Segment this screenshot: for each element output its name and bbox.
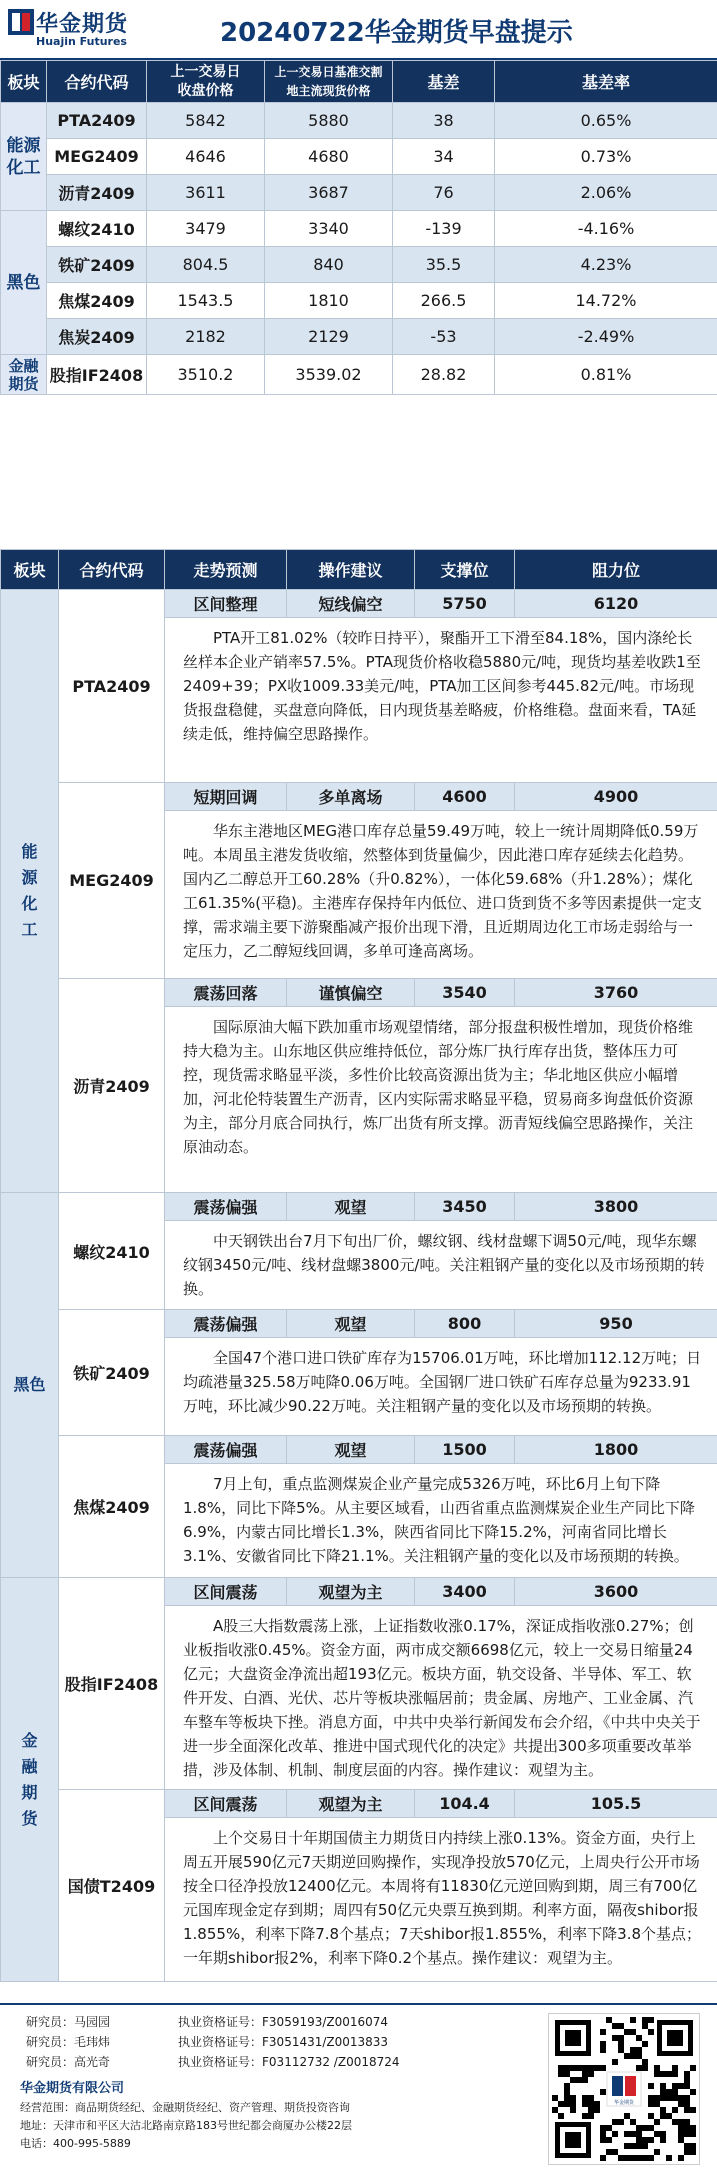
col-prev-close: 上一交易日 收盘价格 (147, 61, 265, 103)
resistance-level: 4900 (515, 783, 717, 811)
analyst-name: 毛玮炜 (74, 2035, 110, 2049)
support-level: 104.4 (415, 1790, 515, 1818)
spot-price: 840 (265, 247, 393, 283)
trend-forecast: 短期回调 (165, 783, 287, 811)
support-level: 3400 (415, 1578, 515, 1606)
analyst-cert (178, 2033, 388, 2050)
strategy-row (1, 783, 717, 811)
sector-black: 黑色 (1, 1193, 59, 1578)
col-contract: 合约代码 (47, 61, 147, 103)
close-price: 4646 (147, 139, 265, 175)
logo-chinese-name: 华金期货 (36, 7, 128, 38)
cert-label: 执业资格证号： (178, 2035, 262, 2049)
company-phone: 电话：400-995-5889 (20, 2135, 131, 2151)
close-price: 3611 (147, 175, 265, 211)
table-row (1, 211, 717, 247)
contract-code: PTA2409 (59, 590, 165, 783)
advice: 多单离场 (287, 783, 415, 811)
qr-caption: 华金期货 (614, 2099, 635, 2106)
basis-value: 38 (393, 103, 495, 139)
spot-price: 2129 (265, 319, 393, 355)
close-price: 1543.5 (147, 283, 265, 319)
col-support: 支撑位 (415, 550, 515, 590)
contract-code: 沥青2409 (59, 979, 165, 1193)
strategy-row (1, 1578, 717, 1606)
sector-energy: 能 源 化 工 (1, 590, 59, 1193)
basis-value: 35.5 (393, 247, 495, 283)
support-level: 5750 (415, 590, 515, 618)
contract-code: 沥青2409 (47, 175, 147, 211)
company-address: 地址：天津市和平区大沽北路南京路183号世纪都会商厦办公楼22层 (20, 2117, 352, 2133)
logo-mark-icon (8, 9, 34, 35)
basis-rate: 0.73% (495, 139, 717, 175)
advice: 观望为主 (287, 1790, 415, 1818)
contract-code: 国债T2409 (59, 1790, 165, 1982)
basis-value: -53 (393, 319, 495, 355)
analyst-label: 研究员： (26, 2055, 74, 2069)
advice: 谨慎偏空 (287, 979, 415, 1007)
table-row (1, 103, 717, 139)
support-level: 800 (415, 1310, 515, 1338)
business-scope: 经营范围：商品期货经纪、金融期货经纪、资产管理、期货投资咨询 (20, 2099, 350, 2115)
support-level: 1500 (415, 1436, 515, 1464)
support-level: 3450 (415, 1193, 515, 1221)
company-name: 华金期货有限公司 (20, 2077, 124, 2096)
commentary-text: 华东主港地区MEG港口库存总量59.49万吨，较上一统计周期降低0.59万吨。本周虽主港发货收缩，然整体到货量偏少，因此港口库存延续去化趋势。国内乙二醇总开工60.28%（升0.82%），一体化59.68%（升1.28%）；煤化工61.35%(平稳)。主港库存保持年内低位、进口货到货不多等因素提供一定支撑，需求端主要下游聚酯减产报价出现下滑，且近期周边化工市场走弱给与一定压力，乙二醇短线回调，多单可逢高离场。 (183, 819, 705, 963)
report-header (0, 0, 717, 60)
commentary-text: 全国47个港口进口铁矿库存为15706.01万吨，环比增加112.12万吨；日均疏港量325.58万吨降0.06万吨。全国钢厂进口铁矿石库存总量为9233.91万吨，环比减少90.22万吨。关注粗钢产量的变化以及市场预期的转换。 (183, 1346, 705, 1418)
col-sector: 板块 (1, 61, 47, 103)
cert-number: F3051431/Z0013833 (262, 2035, 388, 2049)
contract-code: 股指IF2408 (59, 1578, 165, 1790)
col-basis-rate: 基差率 (495, 61, 717, 103)
basis-rate: 14.72% (495, 283, 717, 319)
sector-black: 黑色 (1, 211, 47, 355)
qr-code (548, 2013, 700, 2165)
close-price: 3510.2 (147, 355, 265, 395)
analyst-cert (178, 2013, 388, 2030)
strategy-row (1, 1790, 717, 1818)
company-logo (8, 9, 158, 53)
spot-price: 1810 (265, 283, 393, 319)
cert-label: 执业资格证号： (178, 2015, 262, 2029)
contract-code: MEG2409 (47, 139, 147, 175)
resistance-level: 6120 (515, 590, 717, 618)
analyst-name: 高光奇 (74, 2055, 110, 2069)
resistance-level: 3600 (515, 1578, 717, 1606)
table-row (1, 355, 717, 395)
analyst-label: 研究员： (26, 2015, 74, 2029)
basis-value: 34 (393, 139, 495, 175)
sector-energy: 能源 化工 (1, 103, 47, 211)
commentary-text: PTA开工81.02%（较昨日持平），聚酯开工下滑至84.18%，国内涤纶长丝样本企业产销率57.5%。PTA现货价格收稳5880元/吨，现货均基差收跌1至2409+39；PX收1009.33美元/吨，PTA加工区间参考445.82元/吨。市场现货报盘稳健，买盘意向降低，日内现货基差略疲，价格维稳。盘面来看，TA延续走低，维持偏空思路操作。 (183, 626, 705, 746)
col-sector: 板块 (1, 550, 59, 590)
sector-finance: 金融 期货 (1, 355, 47, 395)
table-row (1, 319, 717, 355)
commentary-text: A股三大指数震荡上涨，上证指数收涨0.17%，深证成指收涨0.27%；创业板指收涨0.45%。资金方面，两市成交额6698亿元，较上一交易日缩量24亿元；大盘资金净流出超193亿元。板块方面，轨交设备、半导体、军工、软件开发、白酒、光伏、芯片等板块涨幅居前；贵金属、房地产、工业金属、汽车整车等板块下挫。消息方面，中共中央举行新闻发布会介绍，《中共中央关于进一步全面深化改革、推进中国式现代化的决定》共提出300多项重要改革举措，涉及体制、机制、制度层面的内容。操作建议：观望为主。 (183, 1614, 705, 1782)
spot-price: 3539.02 (265, 355, 393, 395)
col-spot-price: 上一交易日基准交割 地主流现货价格 (265, 61, 393, 103)
trend-forecast: 区间震荡 (165, 1578, 287, 1606)
contract-code: 螺纹2410 (47, 211, 147, 247)
advice: 观望 (287, 1310, 415, 1338)
basis-rate: -2.49% (495, 319, 717, 355)
contract-code: 股指IF2408 (47, 355, 147, 395)
table-row (1, 283, 717, 319)
resistance-level: 3760 (515, 979, 717, 1007)
analyst-label: 研究员： (26, 2035, 74, 2049)
col-contract: 合约代码 (59, 550, 165, 590)
trend-forecast: 震荡偏强 (165, 1310, 287, 1338)
contract-code: 焦炭2409 (47, 319, 147, 355)
spot-price: 4680 (265, 139, 393, 175)
strategy-table (0, 549, 717, 1982)
basis-rate: -4.16% (495, 211, 717, 247)
qr-code-icon (549, 2014, 699, 2164)
advice: 观望为主 (287, 1578, 415, 1606)
trend-forecast: 震荡偏强 (165, 1193, 287, 1221)
strategy-row (1, 979, 717, 1007)
analyst-line (26, 2013, 110, 2030)
resistance-level: 3800 (515, 1193, 717, 1221)
advice: 观望 (287, 1436, 415, 1464)
spot-price: 5880 (265, 103, 393, 139)
contract-code: 焦煤2409 (59, 1436, 165, 1578)
basis-value: 28.82 (393, 355, 495, 395)
analyst-name: 马园园 (74, 2015, 110, 2029)
strategy-row (1, 1310, 717, 1338)
advice: 观望 (287, 1193, 415, 1221)
advice: 短线偏空 (287, 590, 415, 618)
resistance-level: 105.5 (515, 1790, 717, 1818)
col-basis: 基差 (393, 61, 495, 103)
trend-forecast: 区间整理 (165, 590, 287, 618)
cert-number: F03112732 /Z0018724 (262, 2055, 400, 2069)
table-row (1, 175, 717, 211)
commentary-text: 国际原油大幅下跌加重市场观望情绪，部分报盘积极性增加，现货价格维持大稳为主。山东地区供应维持低位，部分炼厂执行库存出货，整体压力可控，现货需求略显平淡，多性价比较高资源出货为主；华北地区供应小幅增加，河北伦特装置生产沥青，区内实际需求略显平稳，贸易商多询盘低价资源为主，部分月底合同执行，炼厂出货有所支撑。沥青短线偏空思路操作，关注原油动态。 (183, 1015, 705, 1159)
sector-finance: 金 融 期 货 (1, 1578, 59, 1982)
trend-forecast: 震荡回落 (165, 979, 287, 1007)
table-row (1, 247, 717, 283)
basis-value: 76 (393, 175, 495, 211)
basis-table (0, 60, 717, 395)
strategy-header-row (1, 550, 717, 590)
strategy-row (1, 1193, 717, 1221)
close-price: 2182 (147, 319, 265, 355)
basis-rate: 0.81% (495, 355, 717, 395)
basis-rate: 4.23% (495, 247, 717, 283)
contract-code: 螺纹2410 (59, 1193, 165, 1310)
basis-value: 266.5 (393, 283, 495, 319)
col-trend: 走势预测 (165, 550, 287, 590)
basis-header-row (1, 61, 717, 103)
analyst-line (26, 2053, 110, 2070)
report-footer (0, 2003, 717, 2178)
basis-rate: 0.65% (495, 103, 717, 139)
analyst-line (26, 2033, 110, 2050)
close-price: 804.5 (147, 247, 265, 283)
col-resistance: 阻力位 (515, 550, 717, 590)
contract-code: MEG2409 (59, 783, 165, 979)
trend-forecast: 震荡偏强 (165, 1436, 287, 1464)
cert-label: 执业资格证号： (178, 2055, 262, 2069)
contract-code: 铁矿2409 (47, 247, 147, 283)
commentary-text: 中天钢铁出台7月下旬出厂价，螺纹钢、线材盘螺下调50元/吨，现华东螺纹钢3450元/吨、线材盘螺3800元/吨。关注粗钢产量的变化以及市场预期的转换。 (183, 1229, 705, 1301)
spot-price: 3340 (265, 211, 393, 247)
strategy-row (1, 590, 717, 618)
contract-code: PTA2409 (47, 103, 147, 139)
basis-rate: 2.06% (495, 175, 717, 211)
support-level: 3540 (415, 979, 515, 1007)
close-price: 3479 (147, 211, 265, 247)
col-advice: 操作建议 (287, 550, 415, 590)
close-price: 5842 (147, 103, 265, 139)
table-row (1, 139, 717, 175)
report-title: 20240722华金期货早盘提示 (220, 12, 573, 49)
analyst-cert (178, 2053, 400, 2070)
basis-value: -139 (393, 211, 495, 247)
spot-price: 3687 (265, 175, 393, 211)
commentary-text: 7月上旬，重点监测煤炭企业产量完成5326万吨，环比6月上旬下降1.8%，同比下降5%。从主要区域看，山西省重点监测煤炭企业生产同比下降6.9%，内蒙古同比增长1.3%，陕西省同比下降15.2%，河南省同比增长3.1%、安徽省同比下降21.1%。关注粗钢产量的变化以及市场预期的转换。 (183, 1472, 705, 1568)
contract-code: 焦煤2409 (47, 283, 147, 319)
commentary-text: 上个交易日十年期国债主力期货日内持续上涨0.13%。资金方面，央行上周五开展590亿元7天期逆回购操作，实现净投放570亿元，上周央行公开市场按全口径净投放12400亿元。本周将有11830亿元逆回购到期，周三有700亿元国库现金定存到期；周四有50亿元央票互换到期。利率方面，隔夜shibor报1.855%，利率下降7.8个基点；7天shibor报1.855%，利率下降3.8个基点；一年期shibor报2%，利率下降0.2个基点。操作建议：观望为主。 (183, 1826, 705, 1970)
trend-forecast: 区间震荡 (165, 1790, 287, 1818)
contract-code: 铁矿2409 (59, 1310, 165, 1436)
cert-number: F3059193/Z0016074 (262, 2015, 388, 2029)
logo-english-name: Huajin Futures (36, 35, 127, 48)
strategy-row (1, 1436, 717, 1464)
resistance-level: 1800 (515, 1436, 717, 1464)
resistance-level: 950 (515, 1310, 717, 1338)
support-level: 4600 (415, 783, 515, 811)
